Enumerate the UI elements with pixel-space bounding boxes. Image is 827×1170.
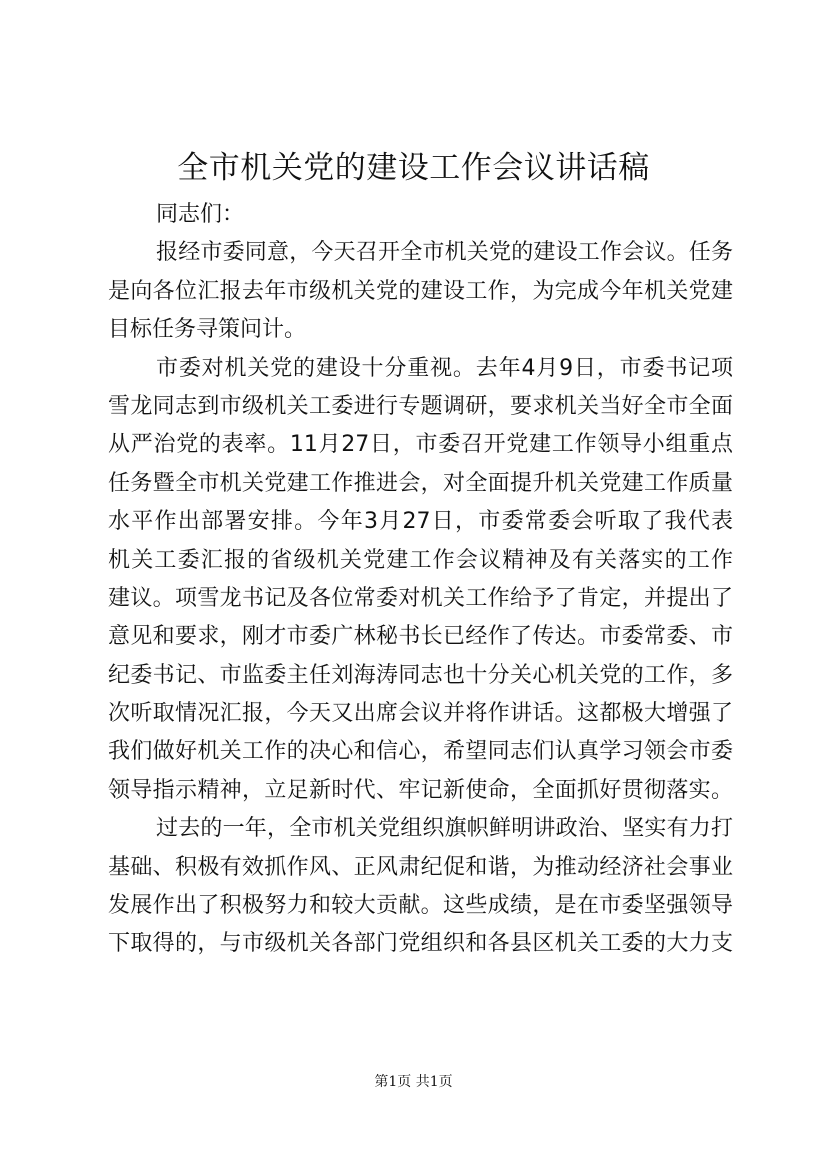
paragraph-line: 基础、积极有效抓作风、正风肃纪促和谐，为推动经济社会事业 (108, 854, 733, 880)
document-title: 全市机关党的建设工作会议讲话稿 (177, 150, 650, 186)
document-body (108, 196, 733, 964)
paragraph-line: 纪委书记、市监委主任刘海涛同志也十分关心机关党的工作，多 (108, 662, 733, 688)
paragraph-line: 从严治党的表率。11月27日，市委召开党建工作领导小组重点 (108, 432, 733, 458)
paragraph-line: 下取得的，与市级机关各部门党组织和各县区机关工委的大力支 (108, 931, 733, 957)
paragraph-line: 是向各位汇报去年市级机关党的建设工作，为完成今年机关党建 (108, 278, 733, 304)
paragraph-line: 市委对机关党的建设十分重视。去年4月9日，市委书记项 (156, 355, 733, 381)
paragraph-line: 建议。项雪龙书记及各位常委对机关工作给予了肯定，并提出了 (108, 585, 733, 611)
paragraph-line: 机关工委汇报的省级机关党建工作会议精神及有关落实的工作 (108, 547, 733, 573)
paragraph-line: 我们做好机关工作的决心和信心，希望同志们认真学习领会市委 (108, 739, 733, 765)
page-number-footer: 第1页 共1页 (374, 1074, 453, 1090)
paragraph-line: 意见和要求，刚才市委广林秘书长已经作了传达。市委常委、市 (108, 624, 733, 650)
paragraph-line: 次听取情况汇报，今天又出席会议并将作讲话。这都极大增强了 (108, 701, 733, 727)
paragraph-line: 发展作出了积极努力和较大贡献。这些成绩，是在市委坚强领导 (108, 893, 733, 919)
paragraph-line: 领导指示精神，立足新时代、牢记新使命，全面抓好贯彻落实。 (108, 777, 733, 803)
paragraph-line: 任务暨全市机关党建工作推进会，对全面提升机关党建工作质量 (108, 470, 733, 496)
paragraph-line: 雪龙同志到市级机关工委进行专题调研，要求机关当好全市全面 (108, 393, 733, 419)
paragraph-line: 目标任务寻策问计。 (108, 317, 307, 343)
paragraph-line: 水平作出部署安排。今年3月27日，市委常委会听取了我代表 (108, 509, 733, 535)
paragraph-line: 过去的一年，全市机关党组织旗帜鲜明讲政治、坚实有力打 (156, 816, 733, 842)
salutation: 同志们： (156, 202, 245, 227)
paragraph-line: 报经市委同意，今天召开全市机关党的建设工作会议。任务 (156, 240, 733, 266)
